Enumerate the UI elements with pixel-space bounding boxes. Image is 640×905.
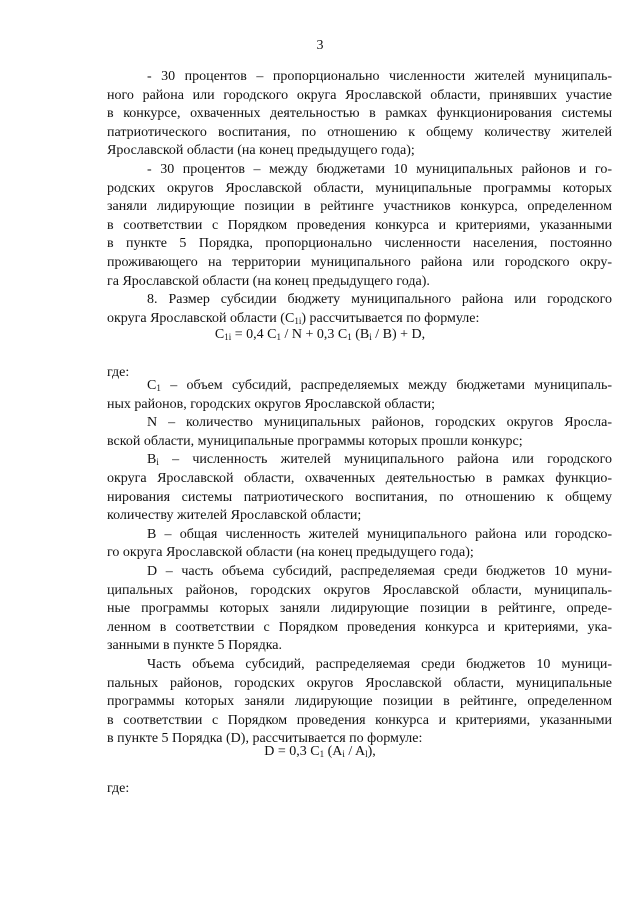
text-line: ципальных районов, городских округов Ярославской области, муниципаль- (107, 582, 612, 598)
text-line: га Ярославской области (на конец предыдущего года). (107, 273, 430, 289)
text-line: в соответствии с Порядком проведения конкурса и критериями, указанными (107, 217, 612, 233)
paragraph-leading-programs (107, 161, 612, 291)
text-line: 8. Размер субсидии бюджету муниципального района или городского (147, 292, 612, 307)
text-line: в конкурсе, охваченных деятельностью в рамках функционирования системы (107, 106, 612, 122)
text-line: нирования системы патриотического воспитания, по отношению к общему (107, 489, 612, 505)
where-label-2: где: (107, 781, 130, 796)
text-line: в соответствии с Порядком проведения конкурса и критериями, указанными (107, 712, 612, 728)
definition-c1: $С_1$ – объем субсидий, распределяемых между бюджетами муниципаль- (147, 378, 612, 393)
text-line: программы которых заняли лидирующие позиции в рейтинге, определенном (107, 694, 612, 710)
text-line: ленном в соответствии с Порядком проведения конкурса и критериями, ука- (107, 619, 612, 635)
text-line: ные программы которых заняли лидирующие позиции в рейтинге, опреде- (107, 601, 612, 617)
paragraph-proportional-residents (107, 68, 612, 161)
text-line: занными в пункте 5 Порядка. (107, 638, 283, 654)
paragraph-part-of-subsidies: Часть объема субсидий, распределяемая среди бюджетов 10 муници- (147, 656, 612, 672)
text-line: вской области, муниципальные программы которых прошли конкурс; (107, 433, 523, 449)
text-line: в пункте 5 Порядка, пропорционально численности населения, постоянно (107, 236, 612, 252)
text-line: округа Ярославской области $(С_{1i})$ рассчитывается по формуле: (107, 310, 480, 326)
definition-b: B – общая численность жителей муниципального района или городско- (147, 526, 612, 542)
text-line: - 30 процентов – пропорционально численности жителей муниципаль- (147, 69, 612, 84)
text-line: количеству жителей Ярославской области; (107, 508, 362, 524)
definition-bi: $B_i$ – численность жителей муниципального района или городского (147, 452, 612, 468)
text-line: проживающего на территории муниципального района или городского окру- (107, 254, 612, 270)
text-line: - 30 процентов – между бюджетами 10 муниципальных районов и го- (147, 162, 612, 177)
where-label: где: (107, 365, 130, 380)
text-line: в пункте 5 Порядка (D), рассчитывается по формуле: (107, 731, 423, 747)
formula-part-d: D = 0,3 $С_1$ $(A_i / A_l)$, (264, 744, 376, 759)
formula-subsidy-size: $С_{1i} = 0,4$ $С_1 / N + 0,3$ $С_1$ $(B_i / B) + D$, (214, 327, 426, 342)
text-line: заняли лидирующие позиции в рейтинге участников конкурса, определенном (107, 199, 612, 215)
text-line: го округа Ярославской области (на конец предыдущего года); (107, 545, 474, 561)
definition-n: N – количество муниципальных районов, городских округов Яросла- (147, 415, 612, 431)
definitions-list (107, 377, 612, 749)
text-line: Ярославской области (на конец предыдущего года); (107, 143, 415, 159)
paragraph-item-8 (107, 291, 612, 328)
text-line: патриотического воспитания, по отношению к общему количеству жителей (107, 124, 612, 140)
text-line: ного района или городского округа Ярославской области, принявших участие (107, 87, 612, 103)
text-line: ных районов, городских округов Ярославской области; (107, 396, 436, 412)
page-number: 3 (316, 38, 324, 53)
text-line: округа Ярославской области, охваченных деятельностью в рамках функцио- (107, 470, 612, 486)
text-line: пальных районов, городских округов Ярославской области, муниципальные (107, 675, 612, 691)
definition-d: D – часть объема субсидий, распределяемая среди бюджетов 10 муни- (147, 563, 612, 579)
text-line: родских округов Ярославской области, муниципальные программы которых (107, 180, 612, 196)
